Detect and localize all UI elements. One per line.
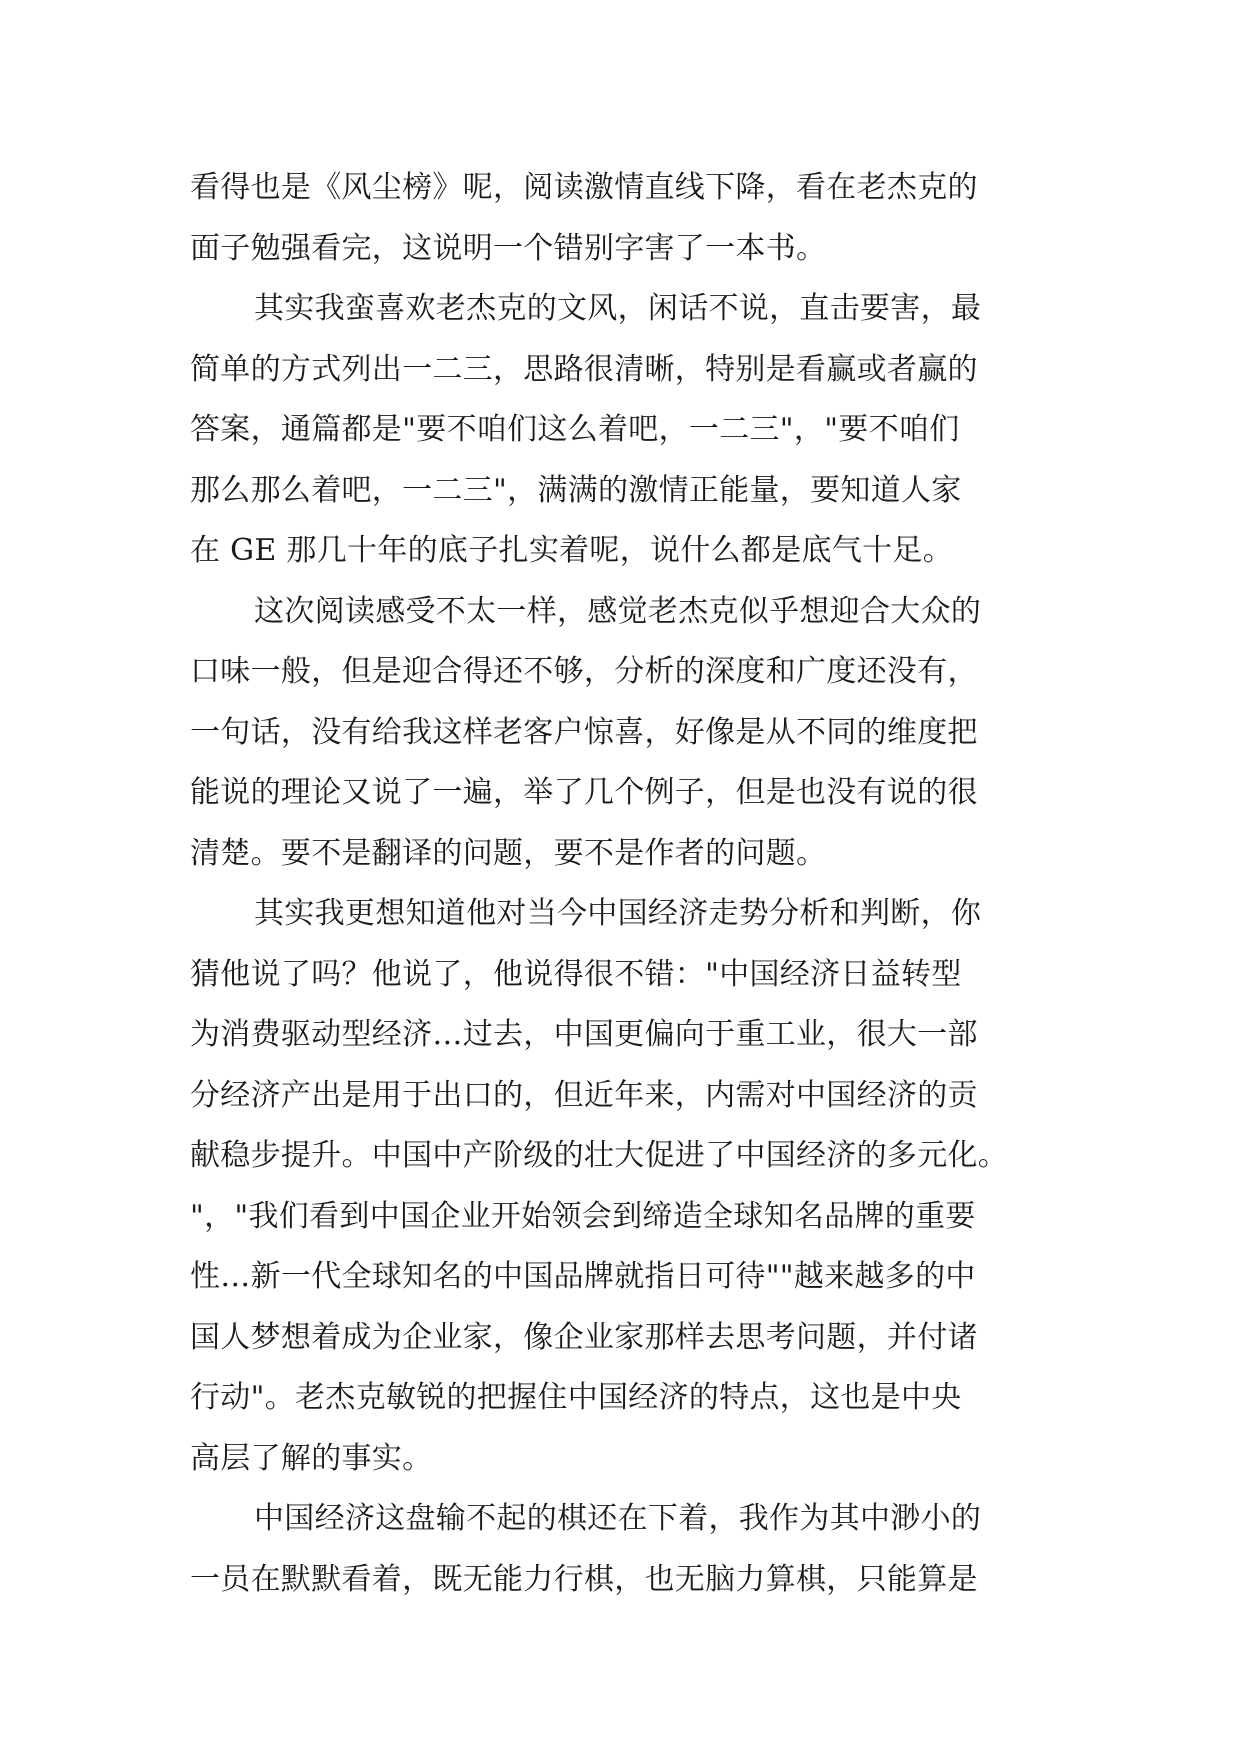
text-line: 清楚。要不是翻译的问题，要不是作者的问题。 [190,835,827,871]
text-line: 行动"。老杰克敏锐的把握住中国经济的特点，这也是中央 [190,1380,962,1415]
text-line: 一句话，没有给我这样老客户惊喜，好像是从不同的维度把 [190,714,978,750]
text-line: 看得也是《风尘榜》呢，阅读激情直线下降，看在老杰克的 [190,170,978,205]
paragraph-first-line: 其实我更想知道他对当今中国经济走势分析和判断，你 [254,896,982,931]
paragraph-first-line: 其实我蛮喜欢老杰克的文风，闲话不说，直击要害，最 [254,291,982,326]
text-line: 国人梦想着成为企业家，像企业家那样去思考问题，并付诸 [190,1319,978,1355]
paragraph-first-line: 这次阅读感受不太一样，感觉老杰克似乎想迎合大众的 [254,593,982,629]
text-line: 答案，通篇都是"要不咱们这么着吧，一二三"，"要不咱们 [190,412,960,447]
text-line: 分经济产出是用于出口的，但近年来，内需对中国经济的贡 [190,1077,978,1113]
text-line: 猜他说了吗？他说了，他说得很不错："中国经济日益转型 [190,956,962,992]
text-line: 面子勉强看完，这说明一个错别字害了一本书。 [190,230,827,266]
text-line: 简单的方式列出一二三，思路很清晰，特别是看赢或者赢的 [190,351,978,387]
paragraph-first-line: 中国经济这盘输不起的棋还在下着，我作为其中渺小的 [254,1501,982,1536]
text-line: 一员在默默看着，既无能力行棋，也无脑力算棋，只能算是 [190,1561,978,1597]
text-line: 能说的理论又说了一遍，举了几个例子，但是也没有说的很 [190,775,978,810]
text-line: 口味一般，但是迎合得还不够，分析的深度和广度还没有， [190,654,978,689]
body-text [190,158,1052,1610]
text-line: 性…新一代全球知名的中国品牌就指日可待""越来越多的中 [190,1259,976,1294]
text-line: 为消费驱动型经济…过去，中国更偏向于重工业，很大一部 [190,1017,978,1052]
text-line: "，"我们看到中国企业开始领会到缔造全球知名品牌的重要 [190,1198,976,1234]
text-line: 那么那么着吧，一二三"，满满的激情正能量，要知道人家 [190,472,962,508]
text-line: 献稳步提升。中国中产阶级的壮大促进了中国经济的多元化。 [190,1138,1009,1173]
text-line: 在 GE 那几十年的底子扎实着呢，说什么都是底气十足。 [190,533,954,568]
text-line: 高层了解的事实。 [190,1440,433,1476]
